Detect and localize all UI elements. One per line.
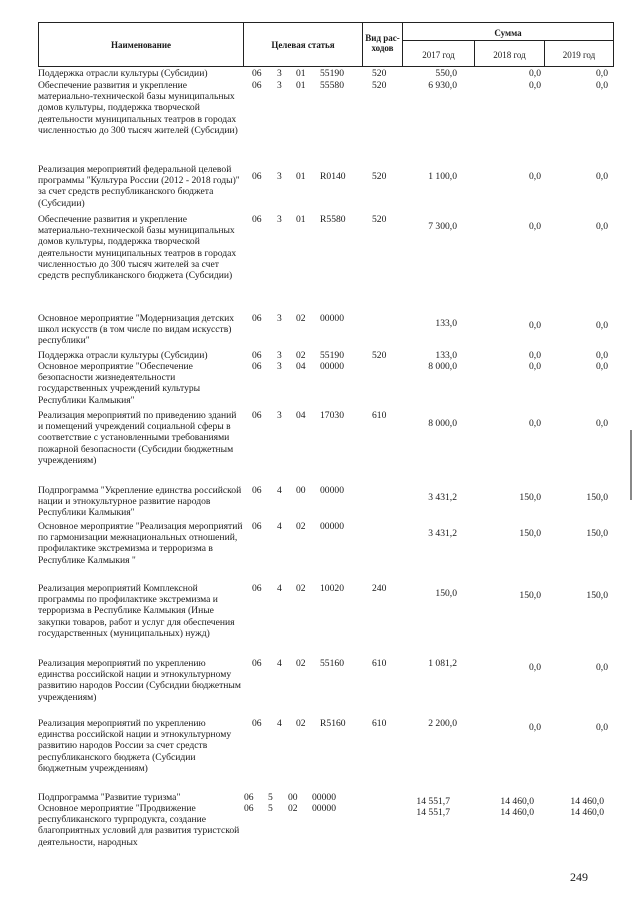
row-subprogram: 5 — [268, 792, 273, 803]
row-code: R5580 — [320, 214, 346, 225]
row-sum-2019: 0,0 — [596, 350, 608, 361]
row-code: 00000 — [320, 521, 344, 532]
row-group: 01 — [296, 68, 306, 79]
row-name: Основное мероприятие "Обеспечение безопасности жизнедеятельности государственных учреждений культуры Республики Калмыкия" — [38, 361, 201, 406]
row-sum-2019: 0,0 — [596, 221, 608, 232]
row-subprogram: 3 — [277, 171, 282, 182]
row-sum-2018: 0,0 — [529, 722, 541, 733]
row-sum-2017: 6 930,0 — [428, 80, 457, 91]
row-code: 00000 — [320, 313, 344, 324]
row-name: Реализация мероприятий федеральной целевой программы "Культура России (2012 - 2018 годы)" за счет средств республиканского бюджета (Субсидии) — [38, 164, 240, 209]
scan-edge-mark — [630, 430, 632, 500]
row-sum-2018: 150,0 — [519, 590, 541, 601]
row-subprogram: 4 — [277, 521, 282, 532]
row-group: 02 — [296, 521, 306, 532]
row-sum-2018: 150,0 — [519, 528, 541, 539]
row-sum-2018: 14 460,0 — [500, 796, 534, 807]
row-sum-2017: 150,0 — [435, 588, 457, 599]
row-chapter: 06 — [252, 410, 262, 421]
row-vid: 520 — [372, 350, 387, 361]
row-sum-2017: 3 431,2 — [428, 492, 457, 503]
header-bottom-rule — [38, 66, 614, 67]
row-sum-2018: 0,0 — [529, 662, 541, 673]
header-right-border — [613, 22, 614, 67]
row-group: 02 — [296, 583, 306, 594]
row-group: 04 — [296, 410, 306, 421]
row-group: 01 — [296, 214, 306, 225]
row-name: Обеспечение развития и укрепление материально-технической базы муниципальных домов культуры, поддержка творческой деятельности муниципальных театров в городах численностью до 300 тысяч жителей (Субсидии) — [38, 80, 238, 136]
row-chapter: 06 — [252, 80, 262, 91]
row-sum-2018: 0,0 — [529, 320, 541, 331]
row-chapter: 06 — [252, 171, 262, 182]
row-code: R5160 — [320, 718, 346, 729]
row-sum-2019: 0,0 — [596, 320, 608, 331]
header-name: Наименование — [111, 40, 171, 50]
page-number: 249 — [570, 870, 588, 884]
row-sum-2019: 0,0 — [596, 171, 608, 182]
row-chapter: 06 — [252, 68, 262, 79]
row-group: 02 — [296, 350, 306, 361]
row-subprogram: 3 — [277, 313, 282, 324]
row-subprogram: 4 — [277, 658, 282, 669]
row-sum-2019: 14 460,0 — [570, 796, 604, 807]
row-vid: 610 — [372, 718, 387, 729]
row-name: Основное мероприятие "Продвижение республиканского турпродукта, создание благоприятных условий для развития туристской деятельности, народных — [38, 803, 240, 848]
row-group: 04 — [296, 361, 306, 372]
row-sum-2019: 0,0 — [596, 68, 608, 79]
row-group: 02 — [288, 803, 298, 814]
row-code: 55190 — [320, 350, 344, 361]
row-name: Основное мероприятие "Реализация мероприятий по гармонизации межнациональных отношений, профилактике экстремизма и терроризма в Республике Калмыкия " — [38, 521, 243, 566]
row-chapter: 06 — [244, 803, 254, 814]
row-sum-2017: 1 081,2 — [428, 658, 457, 669]
row-chapter: 06 — [252, 361, 262, 372]
row-name: Основное мероприятие "Модернизация детских школ искусств (в том числе по видам искусств) республики" — [38, 313, 235, 347]
row-sum-2019: 0,0 — [596, 418, 608, 429]
row-sum-2017: 133,0 — [435, 350, 457, 361]
row-chapter: 06 — [252, 521, 262, 532]
row-sum-2017: 2 200,0 — [428, 718, 457, 729]
row-sum-2019: 0,0 — [596, 662, 608, 673]
row-sum-2019: 150,0 — [586, 492, 608, 503]
row-sum-2018: 0,0 — [529, 171, 541, 182]
row-sum-2019: 14 460,0 — [570, 807, 604, 818]
row-subprogram: 4 — [277, 583, 282, 594]
row-vid: 610 — [372, 658, 387, 669]
row-sum-2018: 0,0 — [529, 361, 541, 372]
row-sum-2017: 8 000,0 — [428, 361, 457, 372]
row-group: 01 — [296, 171, 306, 182]
header-vid: Вид рас- ходов — [365, 33, 400, 53]
row-sum-2017: 133,0 — [435, 318, 457, 329]
row-name: Реализация мероприятий Комплексной программы по профилактике экстремизма и терроризма в Республике Калмыкия (Иные закупки товаров, работ и услуг для обеспечения государственных (муниципальных) нужд) — [38, 583, 235, 639]
row-vid: 520 — [372, 68, 387, 79]
header-2017: 2017 год — [422, 50, 455, 60]
row-sum-2017: 550,0 — [435, 68, 457, 79]
row-code: 55190 — [320, 68, 344, 79]
row-sum-2018: 0,0 — [529, 418, 541, 429]
row-code: 00000 — [320, 361, 344, 372]
row-name: Подпрограмма "Развитие туризма" — [38, 792, 181, 803]
row-subprogram: 3 — [277, 80, 282, 91]
row-subprogram: 4 — [277, 718, 282, 729]
row-code: 00000 — [312, 803, 336, 814]
row-code: 55160 — [320, 658, 344, 669]
header-target: Целевая статья — [271, 40, 335, 50]
row-group: 02 — [296, 313, 306, 324]
row-vid: 520 — [372, 171, 387, 182]
row-group: 00 — [288, 792, 298, 803]
row-sum-2017: 3 431,2 — [428, 528, 457, 539]
row-subprogram: 4 — [277, 485, 282, 496]
row-code: 00000 — [312, 792, 336, 803]
row-subprogram: 5 — [268, 803, 273, 814]
header-sum-rule — [402, 40, 614, 41]
row-chapter: 06 — [252, 313, 262, 324]
row-subprogram: 3 — [277, 361, 282, 372]
row-name: Поддержка отрасли культуры (Субсидии) — [38, 350, 208, 361]
row-vid: 240 — [372, 583, 387, 594]
row-code: R0140 — [320, 171, 346, 182]
header-sum: Сумма — [494, 28, 522, 38]
row-chapter: 06 — [252, 350, 262, 361]
row-sum-2019: 150,0 — [586, 590, 608, 601]
row-sum-2018: 14 460,0 — [500, 807, 534, 818]
row-group: 02 — [296, 658, 306, 669]
row-group: 01 — [296, 80, 306, 91]
row-chapter: 06 — [252, 583, 262, 594]
row-sum-2019: 0,0 — [596, 361, 608, 372]
row-sum-2017: 14 551,7 — [416, 796, 450, 807]
header-2018: 2018 год — [493, 50, 526, 60]
row-subprogram: 3 — [277, 410, 282, 421]
row-sum-2018: 150,0 — [519, 492, 541, 503]
row-sum-2018: 0,0 — [529, 221, 541, 232]
row-name: Подпрограмма "Укрепление единства российской нации и этнокультурное развитие народов Республики Калмыкия" — [38, 485, 242, 519]
row-chapter: 06 — [252, 658, 262, 669]
row-name: Обеспечение развития и укрепление материально-технической базы муниципальных домов культуры, поддержка творческой деятельности муниципальных театров в городах численностью до 300 тысяч жителей за счет средств республиканского бюджета (Субсидии) — [38, 214, 237, 282]
row-chapter: 06 — [252, 214, 262, 225]
row-sum-2019: 150,0 — [586, 528, 608, 539]
row-chapter: 06 — [244, 792, 254, 803]
row-name: Поддержка отрасли культуры (Субсидии) — [38, 68, 208, 79]
row-chapter: 06 — [252, 485, 262, 496]
row-name: Реализация мероприятий по приведению зданий и помещений учреждений социальной сферы в соответствие с установленными требованиями пожарной безопасности (Субсидии бюджетным учреждениям) — [38, 410, 237, 466]
row-code: 55580 — [320, 80, 344, 91]
row-code: 17030 — [320, 410, 344, 421]
row-chapter: 06 — [252, 718, 262, 729]
row-name: Реализация мероприятий по укреплению единства российской нации и этнокультурному развитию народов России за счет средств республиканского бюджета (Субсидии бюджетным учреждениям) — [38, 718, 232, 774]
row-sum-2019: 0,0 — [596, 722, 608, 733]
header-2019: 2019 год — [562, 50, 596, 60]
row-code: 10020 — [320, 583, 344, 594]
row-sum-2018: 0,0 — [529, 68, 541, 79]
row-sum-2018: 0,0 — [529, 350, 541, 361]
row-sum-2017: 1 100,0 — [428, 171, 457, 182]
row-group: 02 — [296, 718, 306, 729]
row-sum-2017: 8 000,0 — [428, 418, 457, 429]
row-sum-2017: 14 551,7 — [416, 807, 450, 818]
row-subprogram: 3 — [277, 68, 282, 79]
row-sum-2018: 0,0 — [529, 80, 541, 91]
row-name: Реализация мероприятий по укреплению единства российской нации и этнокультурному развитию народов России (Субсидии бюджетным учреждениям) — [38, 658, 241, 703]
row-code: 00000 — [320, 485, 344, 496]
row-sum-2017: 7 300,0 — [428, 221, 457, 232]
header-top-rule — [38, 22, 614, 23]
row-vid: 520 — [372, 80, 387, 91]
row-subprogram: 3 — [277, 214, 282, 225]
row-subprogram: 3 — [277, 350, 282, 361]
row-vid: 520 — [372, 214, 387, 225]
row-vid: 610 — [372, 410, 387, 421]
row-sum-2019: 0,0 — [596, 80, 608, 91]
row-group: 00 — [296, 485, 306, 496]
